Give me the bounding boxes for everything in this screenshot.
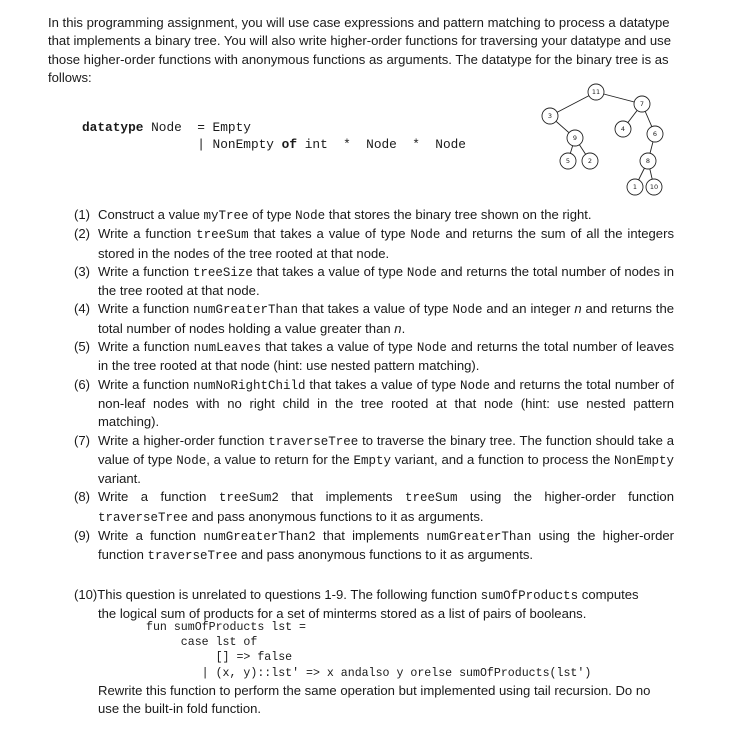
question-number: (7) xyxy=(74,432,91,448)
tree-node-label: 11 xyxy=(591,88,601,96)
datatype-line2-suffix: int * Node * Node xyxy=(297,137,466,153)
binary-tree-diagram xyxy=(538,81,688,197)
question-list xyxy=(74,206,674,566)
text-run: Write a function xyxy=(98,489,219,505)
inline-code: Node xyxy=(416,341,447,356)
question-item xyxy=(74,206,674,225)
text-run: and an integer xyxy=(482,301,575,317)
italic-var: n xyxy=(574,301,582,317)
question-item xyxy=(74,376,674,432)
text-run: that implements xyxy=(278,489,405,505)
text-run: of type xyxy=(248,207,296,222)
datatype-line1: Node = Empty xyxy=(143,120,251,135)
text-run: Write a function xyxy=(98,528,204,544)
inline-code: numLeaves xyxy=(193,341,262,356)
text-run: variant, and a function to process the xyxy=(390,451,614,467)
inline-code: treeSum2 xyxy=(218,491,279,506)
inline-code: traverseTree xyxy=(98,510,189,525)
text-run: that stores the binary tree shown on the right. xyxy=(325,207,592,222)
question-number: (9) xyxy=(74,528,91,544)
text-run: that takes a value of type xyxy=(305,376,460,392)
intro-paragraph: In this programming assignment, you will use case expressions and pattern matching to process a datatype that implements a binary tree. You will also write higher-order functions for traversing your datatype and use those higher-order functions with anonymous functions as arguments. The datatype for the binary tree is as follows: xyxy=(48,15,672,85)
text-run: and returns the total number of non-leaf nodes with no right child in the tree rooted at that node (hint: use nested pattern matching). xyxy=(98,376,674,430)
question-item xyxy=(74,263,674,301)
code-line: fun sumOfProducts lst = xyxy=(146,621,307,634)
code-line: [] => false xyxy=(146,651,293,665)
keyword-datatype: datatype xyxy=(82,120,144,135)
text-run: Write a function xyxy=(98,376,194,392)
tree-node-label: 8 xyxy=(645,157,651,165)
inline-code: NonEmpty xyxy=(614,453,675,468)
inline-code: Node xyxy=(176,453,207,468)
inline-code: numGreaterThan2 xyxy=(203,530,316,545)
question-item xyxy=(74,488,674,527)
question-10-instruction: Rewrite this function to perform the same operation but implemented using tail recursion. Do no use the built-in fold function. xyxy=(98,683,651,717)
question-number: (1) xyxy=(74,207,91,222)
question-item xyxy=(74,225,674,263)
question-item xyxy=(74,338,674,376)
code-line: | (x, y)::lst' => x andalso y orelse sumOfProducts(lst') xyxy=(146,666,592,680)
question-10-lead xyxy=(74,586,674,605)
question-10-line2: the logical sum of products for a set of minterms stored as a list of pairs of booleans. xyxy=(98,606,587,622)
inline-code: treeSize xyxy=(192,265,253,280)
inline-code: Node xyxy=(459,378,490,393)
inline-code: Node xyxy=(295,209,326,223)
question-item xyxy=(74,527,674,566)
inline-code: Node xyxy=(410,228,441,243)
text-run: , a value to return for the xyxy=(206,451,354,467)
question-number: (4) xyxy=(74,301,91,317)
text-run: using the higher-order function xyxy=(457,489,674,505)
text-run: Construct a value xyxy=(98,207,204,222)
question-number: (6) xyxy=(74,376,91,392)
inline-code: Node xyxy=(452,303,483,318)
text-run: that takes a value of type xyxy=(248,226,411,242)
inline-code: sumOfProducts xyxy=(480,589,579,603)
keyword-of: of xyxy=(281,137,298,153)
question-number: (5) xyxy=(74,339,91,355)
tree-node-label: 4 xyxy=(620,125,626,133)
italic-var: n xyxy=(394,320,402,336)
text-run: . xyxy=(401,320,406,336)
text-run: (10)This question is unrelated to questions 1-9. The following function xyxy=(74,587,481,602)
inline-code: Empty xyxy=(353,453,391,468)
tree-node-label: 9 xyxy=(572,134,578,142)
text-run: that takes a value of type xyxy=(252,263,407,279)
tree-node-label: 5 xyxy=(565,157,571,165)
inline-code: numGreaterThan xyxy=(193,303,299,318)
inline-code: treeSum xyxy=(404,491,458,506)
text-run: Write a function xyxy=(98,301,194,317)
code-block xyxy=(146,620,591,681)
datatype-line2-prefix: | NonEmpty xyxy=(82,137,282,153)
inline-code: Node xyxy=(406,265,437,280)
text-run: and returns the total number of leaves in the tree rooted at that node (hint: use nested pattern matching). xyxy=(98,339,675,374)
question-item xyxy=(74,432,674,489)
text-run: variant. xyxy=(98,471,141,487)
tree-node-label: 1 xyxy=(632,183,638,191)
text-run: that takes a value of type xyxy=(261,339,417,355)
code-line: case lst of xyxy=(146,636,258,650)
text-run: and returns the total number of nodes in the tree rooted at that node. xyxy=(98,263,674,299)
tree-node-label: 6 xyxy=(652,130,658,138)
inline-code: numNoRightChild xyxy=(193,378,306,393)
question-number: (3) xyxy=(74,263,91,279)
tree-node-label: 3 xyxy=(547,112,553,120)
inline-code: traverseTree xyxy=(147,549,238,564)
text-run: and returns the sum of all the integers stored in the nodes of the tree rooted at that node. xyxy=(98,226,674,261)
inline-code: numGreaterThan xyxy=(426,530,532,545)
inline-code: traverseTree xyxy=(268,434,359,449)
tree-node-label: 2 xyxy=(587,157,593,165)
inline-code: treeSum xyxy=(196,228,249,243)
text-run: Write a function xyxy=(98,263,193,279)
inline-code: myTree xyxy=(203,209,249,223)
datatype-declaration xyxy=(82,119,466,154)
question-10 xyxy=(74,586,674,624)
tree-node-label: 10 xyxy=(649,183,659,191)
question-item xyxy=(74,300,674,338)
text-run: and pass anonymous functions to it as arguments. xyxy=(188,508,484,524)
tree-node-label: 7 xyxy=(639,100,645,108)
question-number: (2) xyxy=(74,226,91,242)
text-run: Write a higher-order function xyxy=(98,432,269,448)
text-run: using the higher-order function xyxy=(98,528,675,563)
text-run: Write a function xyxy=(98,226,197,242)
question-number: (8) xyxy=(74,489,91,505)
text-run: that takes a value of type xyxy=(298,301,453,317)
text-run: computes xyxy=(578,587,639,602)
text-run: that implements xyxy=(315,528,427,544)
text-run: and returns the total number of nodes holding a value greater than xyxy=(98,301,675,336)
text-run: Write a function xyxy=(98,339,194,355)
text-run: and pass anonymous functions to it as arguments. xyxy=(237,547,534,563)
text-run: to traverse the binary tree. The function should take a value of type xyxy=(98,432,674,467)
